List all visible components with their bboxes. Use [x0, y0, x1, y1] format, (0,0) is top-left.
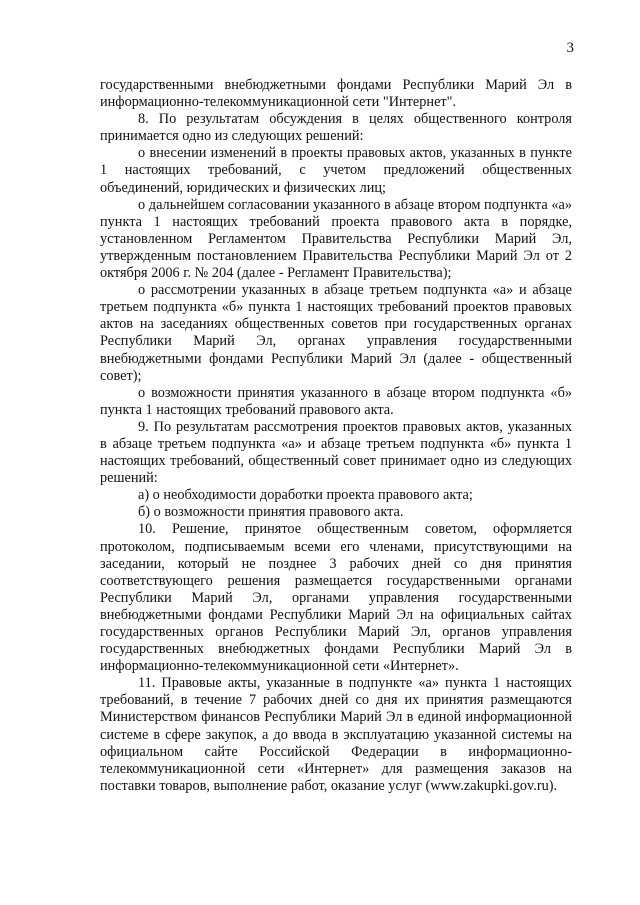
paragraph-item-8: 8. По результатам обсуждения в целях общественного контроля принимается одно из следующих решений:: [100, 111, 572, 145]
paragraph-item-10: 10. Решение, принятое общественным советом, оформляется протоколом, подписываемым всеми его членами, присутствующими на заседании, который не позднее 3 рабочих дней со дня принятия соответствующего решения размещается государственными органами Республики Марий Эл, органами управления государственными внебюджетными фондами Республики Марий Эл на официальных сайтах государственных органов Республики Марий Эл, органов управления государственных внебюджетных фондами Республики Марий Эл в информационно-телекоммуникационной сети «Интернет».: [100, 521, 572, 675]
paragraph-option-council-review: о рассмотрении указанных в абзаце третьем подпункта «а» и абзаце третьем подпункта «б» пункта 1 настоящих требований проектов правовых актов на заседаниях общественных советов при государственных органах Республики Марий Эл, органах управления государственными внебюджетными фондами Республики Марий Эл (далее - общественный совет);: [100, 282, 572, 384]
paragraph-decision-a: а) о необходимости доработки проекта правового акта;: [138, 487, 473, 504]
paragraph-decision-b: б) о возможности принятия правового акта.: [138, 504, 404, 521]
paragraph-item-9: 9. По результатам рассмотрения проектов правовых актов, указанных в абзаце третьем подпункта «а» и абзаце третьем подпункта «б» пункта 1 настоящих требований, общественный совет принимает одно из следующих решений:: [100, 418, 572, 487]
document-body: [100, 77, 572, 795]
paragraph-option-approval: о дальнейшем согласовании указанного в абзаце втором подпункта «а» пункта 1 настоящих требований проекта правового акта в порядке, установленном Регламентом Правительства Республики Марий Эл, утвержденным постановлением Правительства Республики Марий Эл от 2 октября 2006 г. № 204 (далее - Регламент Правительства);: [100, 196, 572, 282]
page-number: 3: [566, 40, 574, 56]
paragraph-option-amendments: о внесении изменений в проекты правовых актов, указанных в пункте 1 настоящих требований, с учетом предложений общественных объединений, юридических и физических лиц;: [100, 145, 572, 196]
paragraph-item-11: 11. Правовые акты, указанные в подпункте «а» пункта 1 настоящих требований, в течение 7 рабочих дней со дня их принятия размещаются Министерством финансов Республики Марий Эл в единой информационной системе в сфере закупок, а до ввода в эксплуатацию указанной системы на официальном сайте Российской Федерации в информационно-телекоммуникационной сети «Интернет» для размещения заказов на поставки товаров, выполнение работ, оказание услуг (www.zakupki.gov.ru).: [100, 675, 572, 794]
paragraph-option-adoption: о возможности принятия указанного в абзаце втором подпункта «б» пункта 1 настоящих требований правового акта.: [100, 384, 572, 418]
paragraph-continuation: государственными внебюджетными фондами Республики Марий Эл в информационно-телекоммуникационной сети "Интернет".: [100, 77, 572, 111]
